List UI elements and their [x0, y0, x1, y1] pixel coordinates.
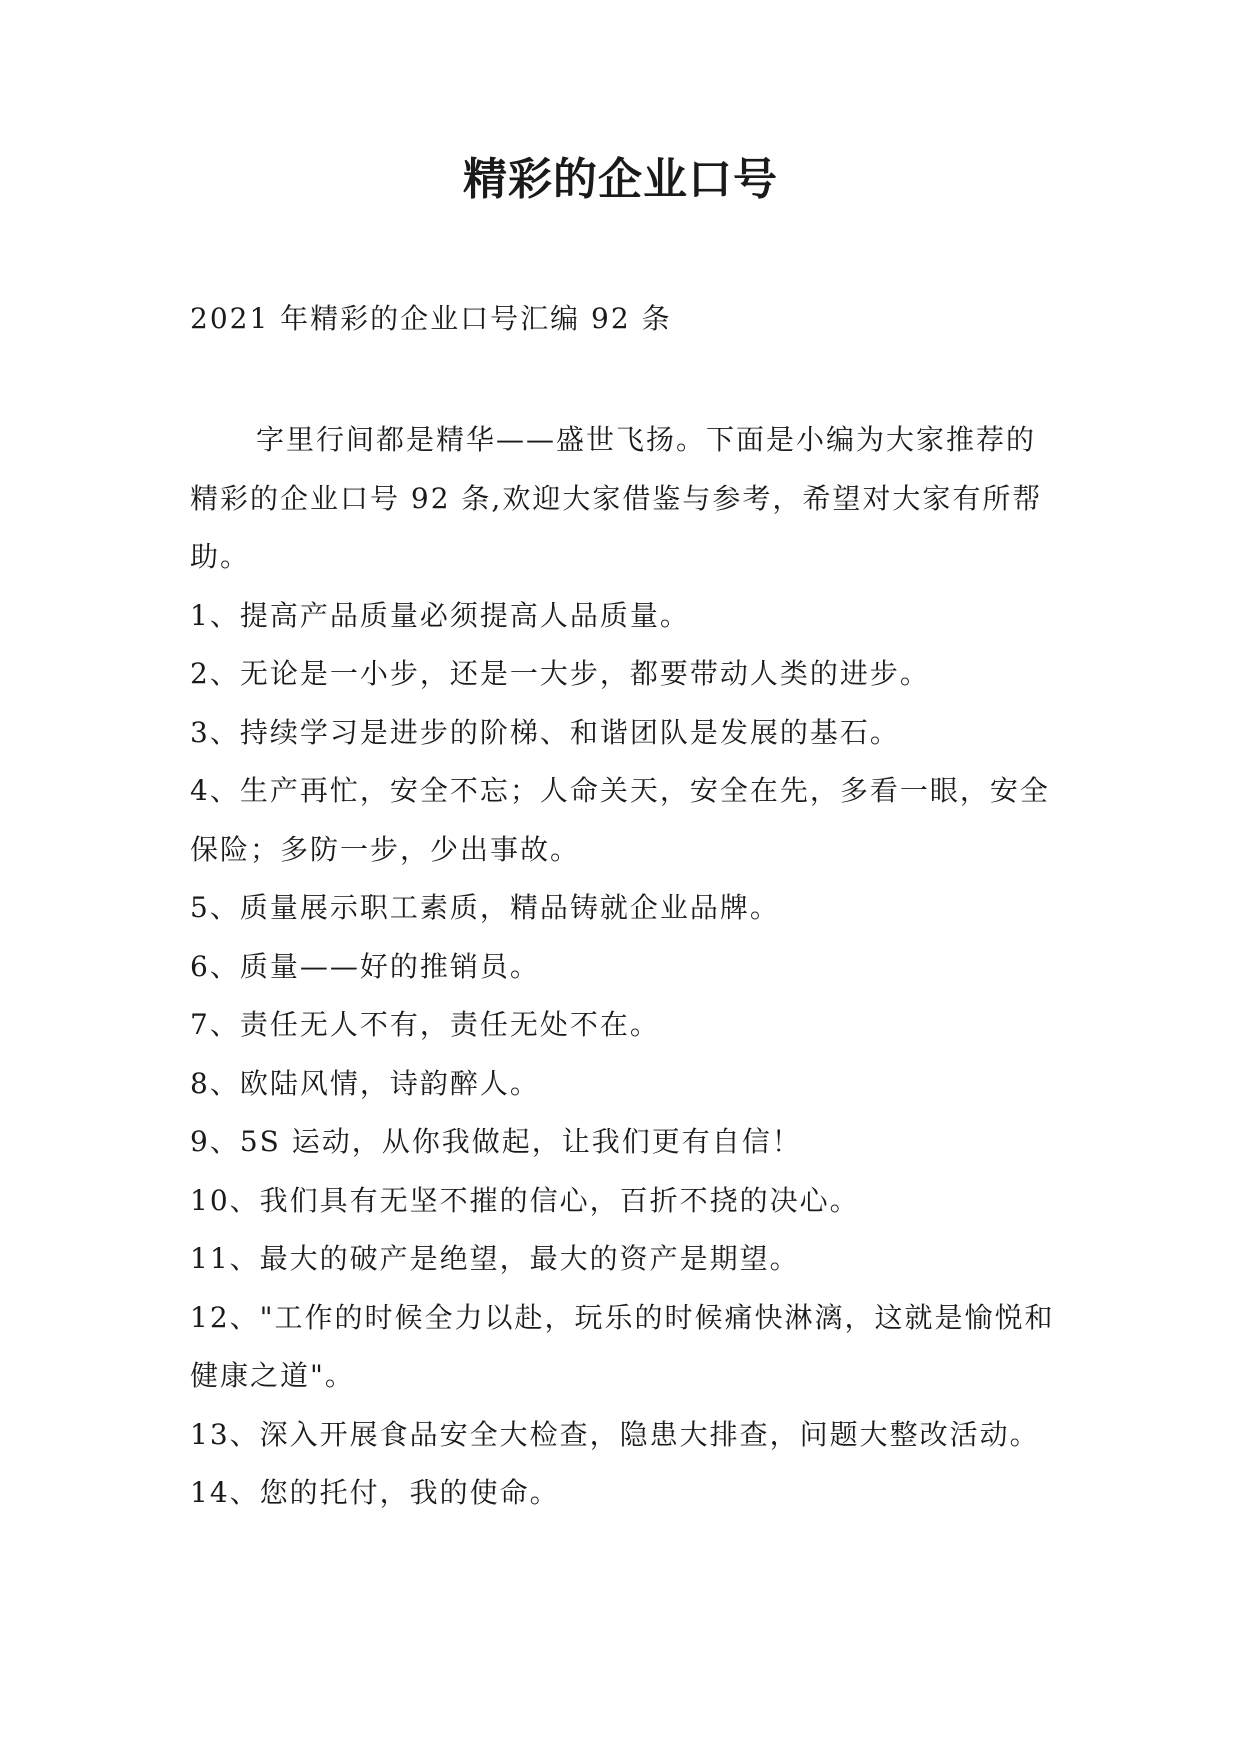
slogan-item: 13、深入开展食品安全大检查，隐患大排查，问题大整改活动。 [190, 1417, 1040, 1451]
slogan-item: 10、我们具有无坚不摧的信心，百折不挠的决心。 [190, 1183, 860, 1217]
document-subtitle: 2021 年精彩的企业口号汇编 92 条 [190, 302, 672, 335]
slogan-item: 3、持续学习是进步的阶梯、和谐团队是发展的基石。 [190, 715, 900, 749]
slogan-item: 2、无论是一小步，还是一大步，都要带动人类的进步。 [190, 657, 930, 690]
slogan-item: 8、欧陆风情，诗韵醉人。 [190, 1066, 540, 1100]
intro-paragraph: 字里行间都是精华——盛世飞扬。下面是小编为大家推荐的精彩的企业口号 92 条,欢迎大家借鉴与参考，希望对大家有所帮助。 [190, 423, 1043, 573]
slogan-item: 7、责任无人不有，责任无处不在。 [190, 1008, 660, 1041]
slogan-item: 14、您的托付，我的使命。 [190, 1476, 560, 1509]
document-title: 精彩的企业口号 [463, 154, 778, 205]
slogan-item: 12、"工作的时候全力以赴，玩乐的时候痛快淋漓，这就是愉悦和健康之道"。 [190, 1300, 1055, 1392]
slogan-item: 11、最大的破产是绝望，最大的资产是期望。 [190, 1242, 800, 1275]
document-body [190, 290, 1060, 1523]
slogan-item: 9、5S 运动，从你我做起，让我们更有自信！ [190, 1125, 802, 1158]
slogan-item: 4、生产再忙，安全不忘；人命关天，安全在先，多看一眼，安全保险；多防一步，少出事故。 [190, 774, 1050, 866]
slogan-item: 6、质量——好的推销员。 [190, 949, 540, 983]
slogan-item: 1、提高产品质量必须提高人品质量。 [190, 598, 690, 632]
slogan-item: 5、质量展示职工素质，精品铸就企业品牌。 [190, 891, 780, 924]
